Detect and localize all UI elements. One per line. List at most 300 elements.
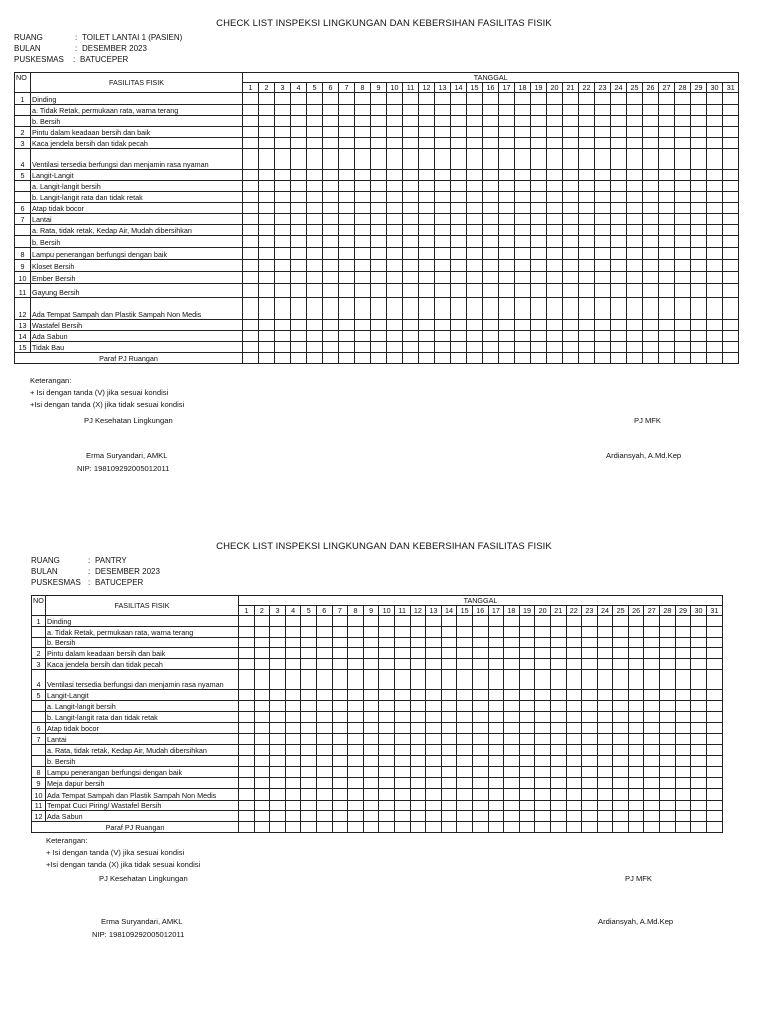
check-cell[interactable] (628, 690, 644, 701)
check-cell[interactable] (566, 734, 582, 745)
check-cell[interactable] (348, 638, 364, 648)
check-cell[interactable] (707, 203, 723, 214)
check-cell[interactable] (410, 627, 426, 638)
check-cell[interactable] (550, 756, 566, 767)
check-cell[interactable] (579, 284, 595, 298)
check-cell[interactable] (467, 170, 483, 181)
signature-cell[interactable] (582, 822, 598, 833)
check-cell[interactable] (707, 320, 723, 331)
check-cell[interactable] (441, 659, 457, 670)
check-cell[interactable] (563, 214, 579, 225)
check-cell[interactable] (504, 767, 520, 778)
check-cell[interactable] (323, 225, 339, 236)
check-cell[interactable] (643, 248, 659, 260)
check-cell[interactable] (426, 712, 442, 723)
check-cell[interactable] (627, 127, 643, 138)
check-cell[interactable] (435, 331, 451, 342)
check-cell[interactable] (270, 745, 286, 756)
check-cell[interactable] (472, 756, 488, 767)
check-cell[interactable] (723, 203, 739, 214)
check-cell[interactable] (379, 670, 395, 690)
check-cell[interactable] (317, 659, 333, 670)
check-cell[interactable] (363, 638, 379, 648)
check-cell[interactable] (435, 138, 451, 149)
check-cell[interactable] (394, 767, 410, 778)
check-cell[interactable] (285, 648, 301, 659)
check-cell[interactable] (706, 712, 722, 723)
check-cell[interactable] (451, 236, 467, 248)
check-cell[interactable] (285, 616, 301, 627)
check-cell[interactable] (488, 638, 504, 648)
check-cell[interactable] (488, 723, 504, 734)
check-cell[interactable] (403, 170, 419, 181)
check-cell[interactable] (355, 272, 371, 284)
check-cell[interactable] (628, 638, 644, 648)
check-cell[interactable] (275, 214, 291, 225)
check-cell[interactable] (239, 789, 255, 801)
check-cell[interactable] (285, 627, 301, 638)
check-cell[interactable] (441, 712, 457, 723)
check-cell[interactable] (403, 203, 419, 214)
check-cell[interactable] (410, 701, 426, 712)
check-cell[interactable] (275, 284, 291, 298)
check-cell[interactable] (547, 138, 563, 149)
check-cell[interactable] (597, 811, 613, 822)
check-cell[interactable] (441, 767, 457, 778)
check-cell[interactable] (243, 93, 259, 105)
check-cell[interactable] (628, 778, 644, 789)
check-cell[interactable] (239, 745, 255, 756)
check-cell[interactable] (723, 225, 739, 236)
check-cell[interactable] (301, 701, 317, 712)
signature-cell[interactable] (550, 822, 566, 833)
check-cell[interactable] (563, 181, 579, 192)
check-cell[interactable] (627, 138, 643, 149)
signature-cell[interactable] (515, 353, 531, 364)
check-cell[interactable] (488, 778, 504, 789)
check-cell[interactable] (691, 260, 707, 272)
check-cell[interactable] (515, 260, 531, 272)
signature-cell[interactable] (403, 353, 419, 364)
check-cell[interactable] (483, 127, 499, 138)
check-cell[interactable] (723, 149, 739, 170)
check-cell[interactable] (332, 690, 348, 701)
check-cell[interactable] (535, 811, 551, 822)
check-cell[interactable] (472, 811, 488, 822)
check-cell[interactable] (363, 648, 379, 659)
check-cell[interactable] (323, 93, 339, 105)
check-cell[interactable] (515, 272, 531, 284)
check-cell[interactable] (566, 627, 582, 638)
check-cell[interactable] (579, 342, 595, 353)
check-cell[interactable] (467, 214, 483, 225)
check-cell[interactable] (270, 616, 286, 627)
check-cell[interactable] (457, 789, 473, 801)
check-cell[interactable] (660, 690, 676, 701)
check-cell[interactable] (259, 181, 275, 192)
check-cell[interactable] (660, 801, 676, 811)
check-cell[interactable] (563, 225, 579, 236)
check-cell[interactable] (566, 778, 582, 789)
check-cell[interactable] (270, 811, 286, 822)
check-cell[interactable] (515, 138, 531, 149)
check-cell[interactable] (531, 248, 547, 260)
check-cell[interactable] (627, 320, 643, 331)
check-cell[interactable] (441, 690, 457, 701)
check-cell[interactable] (706, 690, 722, 701)
check-cell[interactable] (519, 723, 535, 734)
check-cell[interactable] (339, 298, 355, 320)
check-cell[interactable] (323, 105, 339, 116)
check-cell[interactable] (259, 331, 275, 342)
check-cell[interactable] (628, 756, 644, 767)
check-cell[interactable] (515, 105, 531, 116)
check-cell[interactable] (659, 248, 675, 260)
check-cell[interactable] (332, 701, 348, 712)
check-cell[interactable] (675, 170, 691, 181)
check-cell[interactable] (457, 778, 473, 789)
check-cell[interactable] (488, 670, 504, 690)
check-cell[interactable] (419, 192, 435, 203)
check-cell[interactable] (566, 712, 582, 723)
check-cell[interactable] (363, 670, 379, 690)
check-cell[interactable] (660, 811, 676, 822)
check-cell[interactable] (547, 331, 563, 342)
check-cell[interactable] (419, 116, 435, 127)
check-cell[interactable] (243, 236, 259, 248)
check-cell[interactable] (579, 236, 595, 248)
check-cell[interactable] (254, 712, 270, 723)
check-cell[interactable] (597, 690, 613, 701)
check-cell[interactable] (644, 734, 660, 745)
check-cell[interactable] (706, 745, 722, 756)
check-cell[interactable] (659, 260, 675, 272)
check-cell[interactable] (675, 701, 691, 712)
check-cell[interactable] (403, 116, 419, 127)
check-cell[interactable] (254, 659, 270, 670)
check-cell[interactable] (270, 767, 286, 778)
check-cell[interactable] (659, 320, 675, 331)
check-cell[interactable] (691, 723, 707, 734)
check-cell[interactable] (275, 298, 291, 320)
check-cell[interactable] (595, 320, 611, 331)
check-cell[interactable] (394, 712, 410, 723)
check-cell[interactable] (550, 734, 566, 745)
check-cell[interactable] (582, 627, 598, 638)
check-cell[interactable] (371, 138, 387, 149)
check-cell[interactable] (597, 712, 613, 723)
check-cell[interactable] (301, 767, 317, 778)
check-cell[interactable] (348, 789, 364, 801)
check-cell[interactable] (270, 734, 286, 745)
check-cell[interactable] (675, 116, 691, 127)
signature-cell[interactable] (579, 353, 595, 364)
check-cell[interactable] (348, 616, 364, 627)
signature-cell[interactable] (613, 822, 629, 833)
check-cell[interactable] (254, 734, 270, 745)
signature-cell[interactable] (467, 353, 483, 364)
check-cell[interactable] (675, 181, 691, 192)
check-cell[interactable] (707, 248, 723, 260)
check-cell[interactable] (582, 638, 598, 648)
check-cell[interactable] (467, 138, 483, 149)
check-cell[interactable] (317, 690, 333, 701)
check-cell[interactable] (291, 105, 307, 116)
check-cell[interactable] (613, 811, 629, 822)
check-cell[interactable] (394, 648, 410, 659)
check-cell[interactable] (483, 272, 499, 284)
check-cell[interactable] (643, 192, 659, 203)
check-cell[interactable] (467, 320, 483, 331)
check-cell[interactable] (723, 272, 739, 284)
check-cell[interactable] (707, 260, 723, 272)
check-cell[interactable] (363, 767, 379, 778)
check-cell[interactable] (550, 701, 566, 712)
check-cell[interactable] (243, 181, 259, 192)
check-cell[interactable] (291, 149, 307, 170)
check-cell[interactable] (254, 648, 270, 659)
check-cell[interactable] (550, 690, 566, 701)
check-cell[interactable] (483, 192, 499, 203)
check-cell[interactable] (723, 138, 739, 149)
check-cell[interactable] (435, 127, 451, 138)
check-cell[interactable] (457, 659, 473, 670)
check-cell[interactable] (307, 203, 323, 214)
check-cell[interactable] (691, 701, 707, 712)
check-cell[interactable] (339, 214, 355, 225)
check-cell[interactable] (659, 138, 675, 149)
check-cell[interactable] (691, 745, 707, 756)
check-cell[interactable] (467, 342, 483, 353)
check-cell[interactable] (363, 723, 379, 734)
check-cell[interactable] (675, 670, 691, 690)
check-cell[interactable] (467, 298, 483, 320)
check-cell[interactable] (675, 789, 691, 801)
check-cell[interactable] (707, 116, 723, 127)
check-cell[interactable] (291, 225, 307, 236)
check-cell[interactable] (435, 149, 451, 170)
check-cell[interactable] (323, 116, 339, 127)
check-cell[interactable] (706, 638, 722, 648)
check-cell[interactable] (643, 331, 659, 342)
check-cell[interactable] (355, 181, 371, 192)
check-cell[interactable] (323, 342, 339, 353)
check-cell[interactable] (270, 701, 286, 712)
signature-cell[interactable] (243, 353, 259, 364)
check-cell[interactable] (332, 723, 348, 734)
check-cell[interactable] (550, 638, 566, 648)
signature-cell[interactable] (426, 822, 442, 833)
check-cell[interactable] (504, 627, 520, 638)
check-cell[interactable] (611, 138, 627, 149)
check-cell[interactable] (499, 214, 515, 225)
check-cell[interactable] (355, 203, 371, 214)
check-cell[interactable] (355, 214, 371, 225)
check-cell[interactable] (483, 116, 499, 127)
check-cell[interactable] (426, 638, 442, 648)
check-cell[interactable] (355, 284, 371, 298)
check-cell[interactable] (706, 789, 722, 801)
check-cell[interactable] (441, 789, 457, 801)
check-cell[interactable] (371, 248, 387, 260)
check-cell[interactable] (301, 734, 317, 745)
check-cell[interactable] (363, 734, 379, 745)
check-cell[interactable] (371, 105, 387, 116)
check-cell[interactable] (691, 214, 707, 225)
check-cell[interactable] (550, 723, 566, 734)
check-cell[interactable] (707, 93, 723, 105)
check-cell[interactable] (285, 811, 301, 822)
check-cell[interactable] (307, 260, 323, 272)
check-cell[interactable] (707, 192, 723, 203)
check-cell[interactable] (259, 284, 275, 298)
check-cell[interactable] (285, 778, 301, 789)
check-cell[interactable] (291, 181, 307, 192)
check-cell[interactable] (379, 789, 395, 801)
check-cell[interactable] (419, 248, 435, 260)
check-cell[interactable] (451, 214, 467, 225)
check-cell[interactable] (723, 236, 739, 248)
check-cell[interactable] (451, 320, 467, 331)
check-cell[interactable] (504, 670, 520, 690)
check-cell[interactable] (419, 105, 435, 116)
check-cell[interactable] (706, 648, 722, 659)
check-cell[interactable] (707, 225, 723, 236)
check-cell[interactable] (403, 260, 419, 272)
signature-cell[interactable] (419, 353, 435, 364)
check-cell[interactable] (563, 248, 579, 260)
check-cell[interactable] (563, 260, 579, 272)
check-cell[interactable] (566, 801, 582, 811)
check-cell[interactable] (301, 789, 317, 801)
signature-cell[interactable] (285, 822, 301, 833)
check-cell[interactable] (307, 127, 323, 138)
check-cell[interactable] (550, 648, 566, 659)
check-cell[interactable] (499, 105, 515, 116)
check-cell[interactable] (243, 284, 259, 298)
check-cell[interactable] (323, 181, 339, 192)
check-cell[interactable] (563, 203, 579, 214)
check-cell[interactable] (582, 778, 598, 789)
check-cell[interactable] (410, 767, 426, 778)
check-cell[interactable] (243, 272, 259, 284)
check-cell[interactable] (547, 149, 563, 170)
check-cell[interactable] (579, 203, 595, 214)
check-cell[interactable] (317, 811, 333, 822)
check-cell[interactable] (291, 93, 307, 105)
check-cell[interactable] (426, 616, 442, 627)
signature-cell[interactable] (675, 353, 691, 364)
check-cell[interactable] (547, 214, 563, 225)
check-cell[interactable] (270, 789, 286, 801)
check-cell[interactable] (275, 320, 291, 331)
check-cell[interactable] (504, 734, 520, 745)
check-cell[interactable] (675, 284, 691, 298)
check-cell[interactable] (291, 127, 307, 138)
check-cell[interactable] (275, 192, 291, 203)
check-cell[interactable] (371, 149, 387, 170)
check-cell[interactable] (519, 801, 535, 811)
check-cell[interactable] (597, 648, 613, 659)
signature-cell[interactable] (707, 353, 723, 364)
check-cell[interactable] (691, 648, 707, 659)
check-cell[interactable] (394, 756, 410, 767)
check-cell[interactable] (317, 734, 333, 745)
check-cell[interactable] (566, 767, 582, 778)
check-cell[interactable] (499, 203, 515, 214)
check-cell[interactable] (363, 616, 379, 627)
check-cell[interactable] (566, 723, 582, 734)
check-cell[interactable] (371, 116, 387, 127)
check-cell[interactable] (243, 149, 259, 170)
check-cell[interactable] (307, 236, 323, 248)
check-cell[interactable] (371, 298, 387, 320)
check-cell[interactable] (563, 149, 579, 170)
check-cell[interactable] (419, 320, 435, 331)
check-cell[interactable] (535, 690, 551, 701)
check-cell[interactable] (504, 616, 520, 627)
check-cell[interactable] (707, 170, 723, 181)
check-cell[interactable] (348, 723, 364, 734)
check-cell[interactable] (379, 723, 395, 734)
check-cell[interactable] (519, 712, 535, 723)
check-cell[interactable] (675, 659, 691, 670)
signature-cell[interactable] (547, 353, 563, 364)
check-cell[interactable] (403, 331, 419, 342)
check-cell[interactable] (451, 284, 467, 298)
check-cell[interactable] (566, 756, 582, 767)
check-cell[interactable] (659, 105, 675, 116)
check-cell[interactable] (611, 170, 627, 181)
check-cell[interactable] (660, 648, 676, 659)
check-cell[interactable] (483, 170, 499, 181)
check-cell[interactable] (707, 138, 723, 149)
check-cell[interactable] (483, 203, 499, 214)
check-cell[interactable] (504, 638, 520, 648)
check-cell[interactable] (483, 149, 499, 170)
check-cell[interactable] (504, 789, 520, 801)
check-cell[interactable] (348, 627, 364, 638)
check-cell[interactable] (723, 93, 739, 105)
check-cell[interactable] (379, 616, 395, 627)
check-cell[interactable] (363, 690, 379, 701)
check-cell[interactable] (451, 203, 467, 214)
check-cell[interactable] (275, 170, 291, 181)
check-cell[interactable] (467, 331, 483, 342)
check-cell[interactable] (643, 181, 659, 192)
check-cell[interactable] (403, 284, 419, 298)
check-cell[interactable] (285, 756, 301, 767)
signature-cell[interactable] (339, 353, 355, 364)
check-cell[interactable] (595, 236, 611, 248)
signature-cell[interactable] (659, 353, 675, 364)
check-cell[interactable] (644, 712, 660, 723)
check-cell[interactable] (675, 811, 691, 822)
check-cell[interactable] (243, 225, 259, 236)
check-cell[interactable] (531, 236, 547, 248)
signature-cell[interactable] (239, 822, 255, 833)
check-cell[interactable] (515, 248, 531, 260)
check-cell[interactable] (691, 801, 707, 811)
check-cell[interactable] (597, 756, 613, 767)
check-cell[interactable] (659, 127, 675, 138)
check-cell[interactable] (644, 723, 660, 734)
check-cell[interactable] (499, 127, 515, 138)
check-cell[interactable] (339, 116, 355, 127)
check-cell[interactable] (419, 170, 435, 181)
check-cell[interactable] (323, 149, 339, 170)
check-cell[interactable] (348, 712, 364, 723)
